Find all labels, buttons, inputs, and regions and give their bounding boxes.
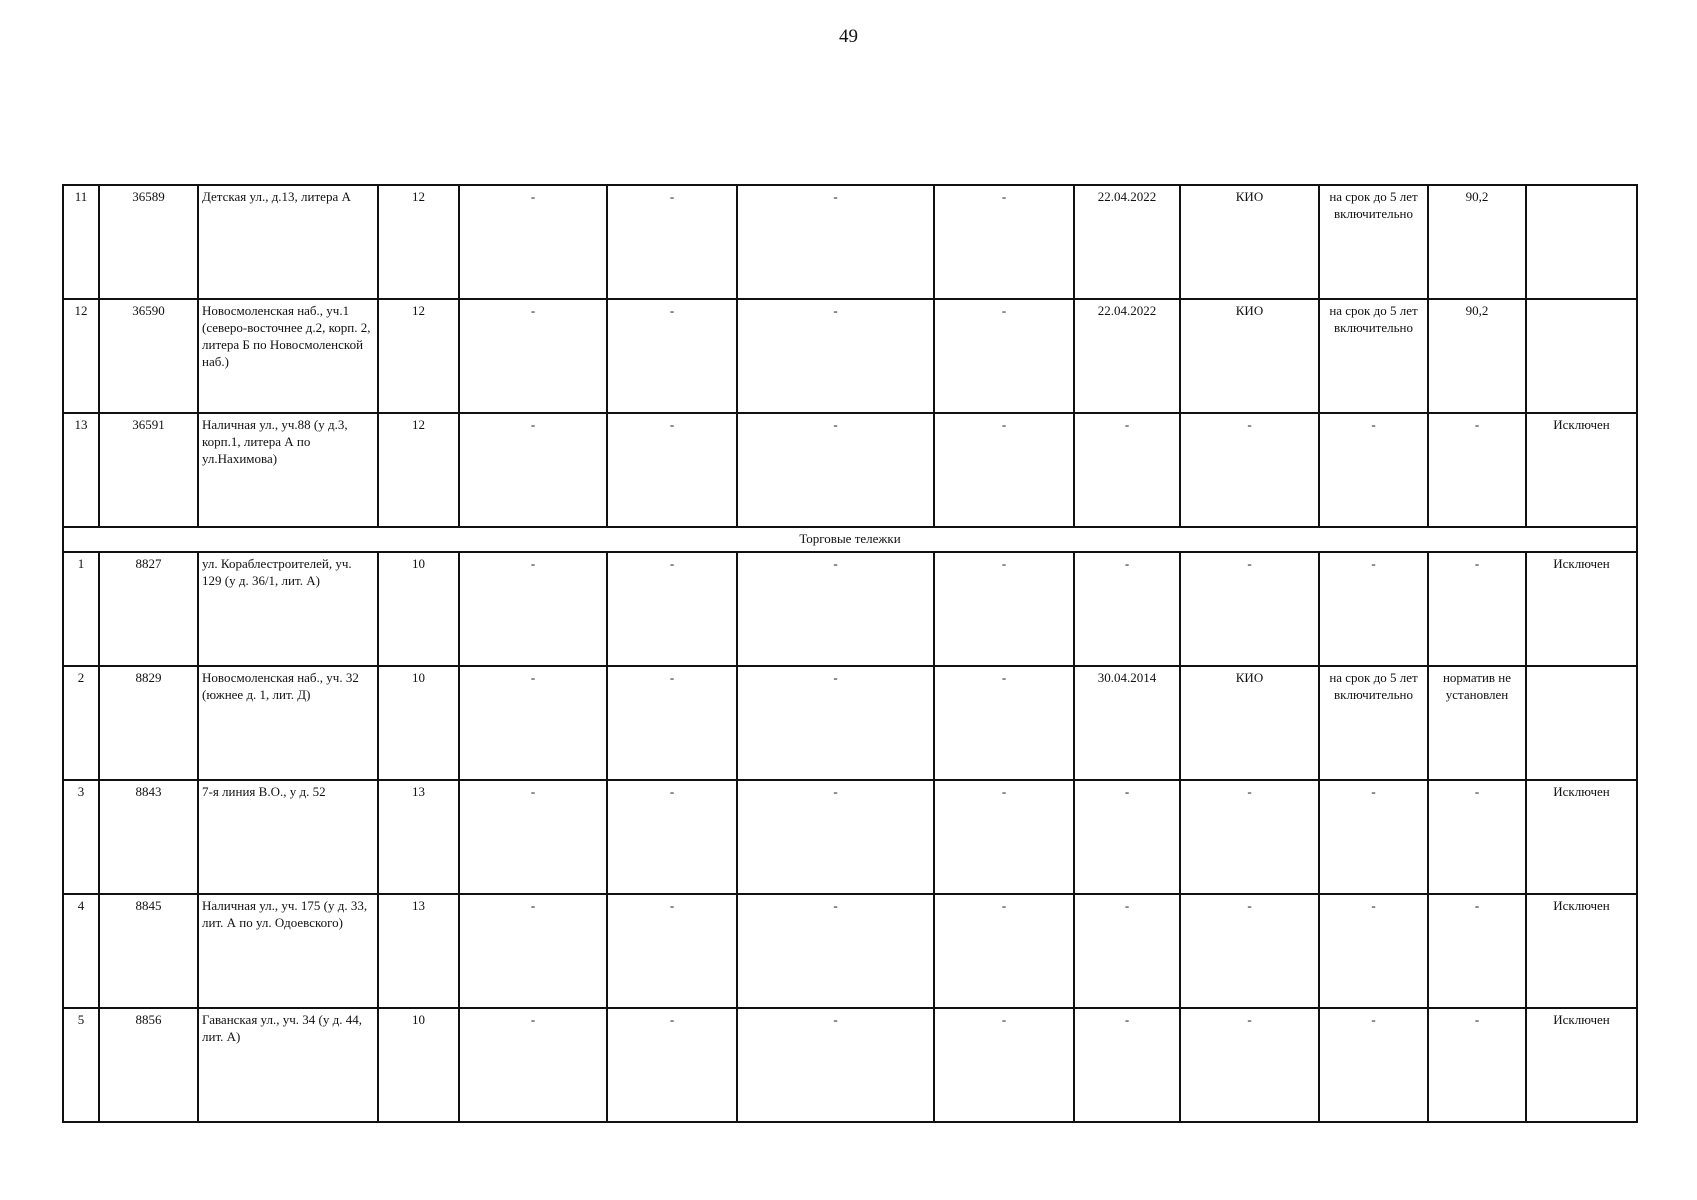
cell-zone: 10 (378, 666, 459, 780)
cell-zone: 13 (378, 780, 459, 894)
cell-address: Наличная ул., уч.88 (у д.3, корп.1, литера А по ул.Нахимова) (198, 413, 378, 527)
cell-col5: - (459, 413, 607, 527)
page-number: 49 (839, 26, 858, 47)
cell-date: 22.04.2022 (1074, 185, 1180, 299)
cell-zone: 10 (378, 1008, 459, 1122)
cell-col8: - (934, 413, 1074, 527)
cell-status: Исключен (1526, 552, 1637, 666)
cell-date: - (1074, 894, 1180, 1008)
cell-org: КИО (1180, 185, 1319, 299)
cell-num: 11 (63, 185, 99, 299)
cell-status: Исключен (1526, 1008, 1637, 1122)
cell-num: 12 (63, 299, 99, 413)
cell-org: - (1180, 413, 1319, 527)
cell-col8: - (934, 894, 1074, 1008)
cell-col7: - (737, 552, 934, 666)
cell-col8: - (934, 666, 1074, 780)
cell-col6: - (607, 299, 737, 413)
cell-norm: 90,2 (1428, 299, 1526, 413)
cell-col7: - (737, 1008, 934, 1122)
cell-term: на срок до 5 лет включительно (1319, 666, 1428, 780)
cell-zone: 12 (378, 299, 459, 413)
cell-date: - (1074, 552, 1180, 666)
cell-address: Детская ул., д.13, литера А (198, 185, 378, 299)
cell-date: 30.04.2014 (1074, 666, 1180, 780)
cell-norm: - (1428, 1008, 1526, 1122)
cell-col6: - (607, 552, 737, 666)
cell-col7: - (737, 666, 934, 780)
cell-zone: 12 (378, 413, 459, 527)
registry-table (62, 184, 1638, 1123)
cell-col6: - (607, 666, 737, 780)
cell-col5: - (459, 666, 607, 780)
table-row (63, 1008, 1637, 1122)
cell-col6: - (607, 780, 737, 894)
cell-term: на срок до 5 лет включительно (1319, 299, 1428, 413)
cell-num: 13 (63, 413, 99, 527)
cell-col8: - (934, 1008, 1074, 1122)
cell-num: 5 (63, 1008, 99, 1122)
cell-address: Гаванская ул., уч. 34 (у д. 44, лит. А) (198, 1008, 378, 1122)
cell-zone: 10 (378, 552, 459, 666)
cell-norm: - (1428, 552, 1526, 666)
cell-address: Новосмоленская наб., уч. 32 (южнее д. 1, лит. Д) (198, 666, 378, 780)
cell-norm: - (1428, 780, 1526, 894)
cell-address: 7-я линия В.О., у д. 52 (198, 780, 378, 894)
cell-col7: - (737, 780, 934, 894)
cell-num: 4 (63, 894, 99, 1008)
cell-col6: - (607, 894, 737, 1008)
table-row (63, 413, 1637, 527)
cell-id: 8829 (99, 666, 198, 780)
cell-col5: - (459, 1008, 607, 1122)
cell-col8: - (934, 185, 1074, 299)
table-row (63, 894, 1637, 1008)
cell-status (1526, 666, 1637, 780)
table-row (63, 552, 1637, 666)
cell-col5: - (459, 894, 607, 1008)
cell-term: - (1319, 413, 1428, 527)
cell-col5: - (459, 299, 607, 413)
cell-status (1526, 299, 1637, 413)
cell-norm: - (1428, 413, 1526, 527)
cell-org: КИО (1180, 666, 1319, 780)
table-row (63, 299, 1637, 413)
cell-term: на срок до 5 лет включительно (1319, 185, 1428, 299)
cell-date: - (1074, 780, 1180, 894)
cell-address: Новосмоленская наб., уч.1 (северо-восточнее д.2, корп. 2, литера Б по Новосмоленской наб.) (198, 299, 378, 413)
cell-term: - (1319, 552, 1428, 666)
cell-org: - (1180, 780, 1319, 894)
cell-col6: - (607, 185, 737, 299)
cell-col8: - (934, 299, 1074, 413)
cell-id: 36589 (99, 185, 198, 299)
cell-id: 8856 (99, 1008, 198, 1122)
cell-num: 1 (63, 552, 99, 666)
table-row (63, 780, 1637, 894)
cell-zone: 12 (378, 185, 459, 299)
cell-norm: - (1428, 894, 1526, 1008)
cell-col5: - (459, 185, 607, 299)
section-header-row (63, 527, 1637, 552)
cell-num: 2 (63, 666, 99, 780)
cell-date: - (1074, 413, 1180, 527)
cell-org: КИО (1180, 299, 1319, 413)
cell-col6: - (607, 1008, 737, 1122)
cell-date: - (1074, 1008, 1180, 1122)
cell-col8: - (934, 552, 1074, 666)
cell-col5: - (459, 552, 607, 666)
cell-status: Исключен (1526, 413, 1637, 527)
cell-id: 36590 (99, 299, 198, 413)
cell-org: - (1180, 1008, 1319, 1122)
cell-address: ул. Кораблестроителей, уч. 129 (у д. 36/1, лит. А) (198, 552, 378, 666)
cell-id: 8827 (99, 552, 198, 666)
cell-address: Наличная ул., уч. 175 (у д. 33, лит. А по ул. Одоевского) (198, 894, 378, 1008)
table-row (63, 666, 1637, 780)
cell-num: 3 (63, 780, 99, 894)
cell-col7: - (737, 299, 934, 413)
cell-status: Исключен (1526, 780, 1637, 894)
cell-term: - (1319, 1008, 1428, 1122)
cell-id: 8845 (99, 894, 198, 1008)
cell-id: 36591 (99, 413, 198, 527)
cell-org: - (1180, 894, 1319, 1008)
cell-date: 22.04.2022 (1074, 299, 1180, 413)
cell-term: - (1319, 780, 1428, 894)
cell-org: - (1180, 552, 1319, 666)
cell-zone: 13 (378, 894, 459, 1008)
cell-status: Исключен (1526, 894, 1637, 1008)
cell-term: - (1319, 894, 1428, 1008)
cell-status (1526, 185, 1637, 299)
cell-col7: - (737, 185, 934, 299)
table-row (63, 185, 1637, 299)
cell-col5: - (459, 780, 607, 894)
cell-norm: 90,2 (1428, 185, 1526, 299)
cell-id: 8843 (99, 780, 198, 894)
cell-col6: - (607, 413, 737, 527)
cell-col7: - (737, 413, 934, 527)
cell-norm: норматив не установлен (1428, 666, 1526, 780)
cell-col7: - (737, 894, 934, 1008)
section-title: Торговые тележки (63, 527, 1637, 552)
cell-col8: - (934, 780, 1074, 894)
